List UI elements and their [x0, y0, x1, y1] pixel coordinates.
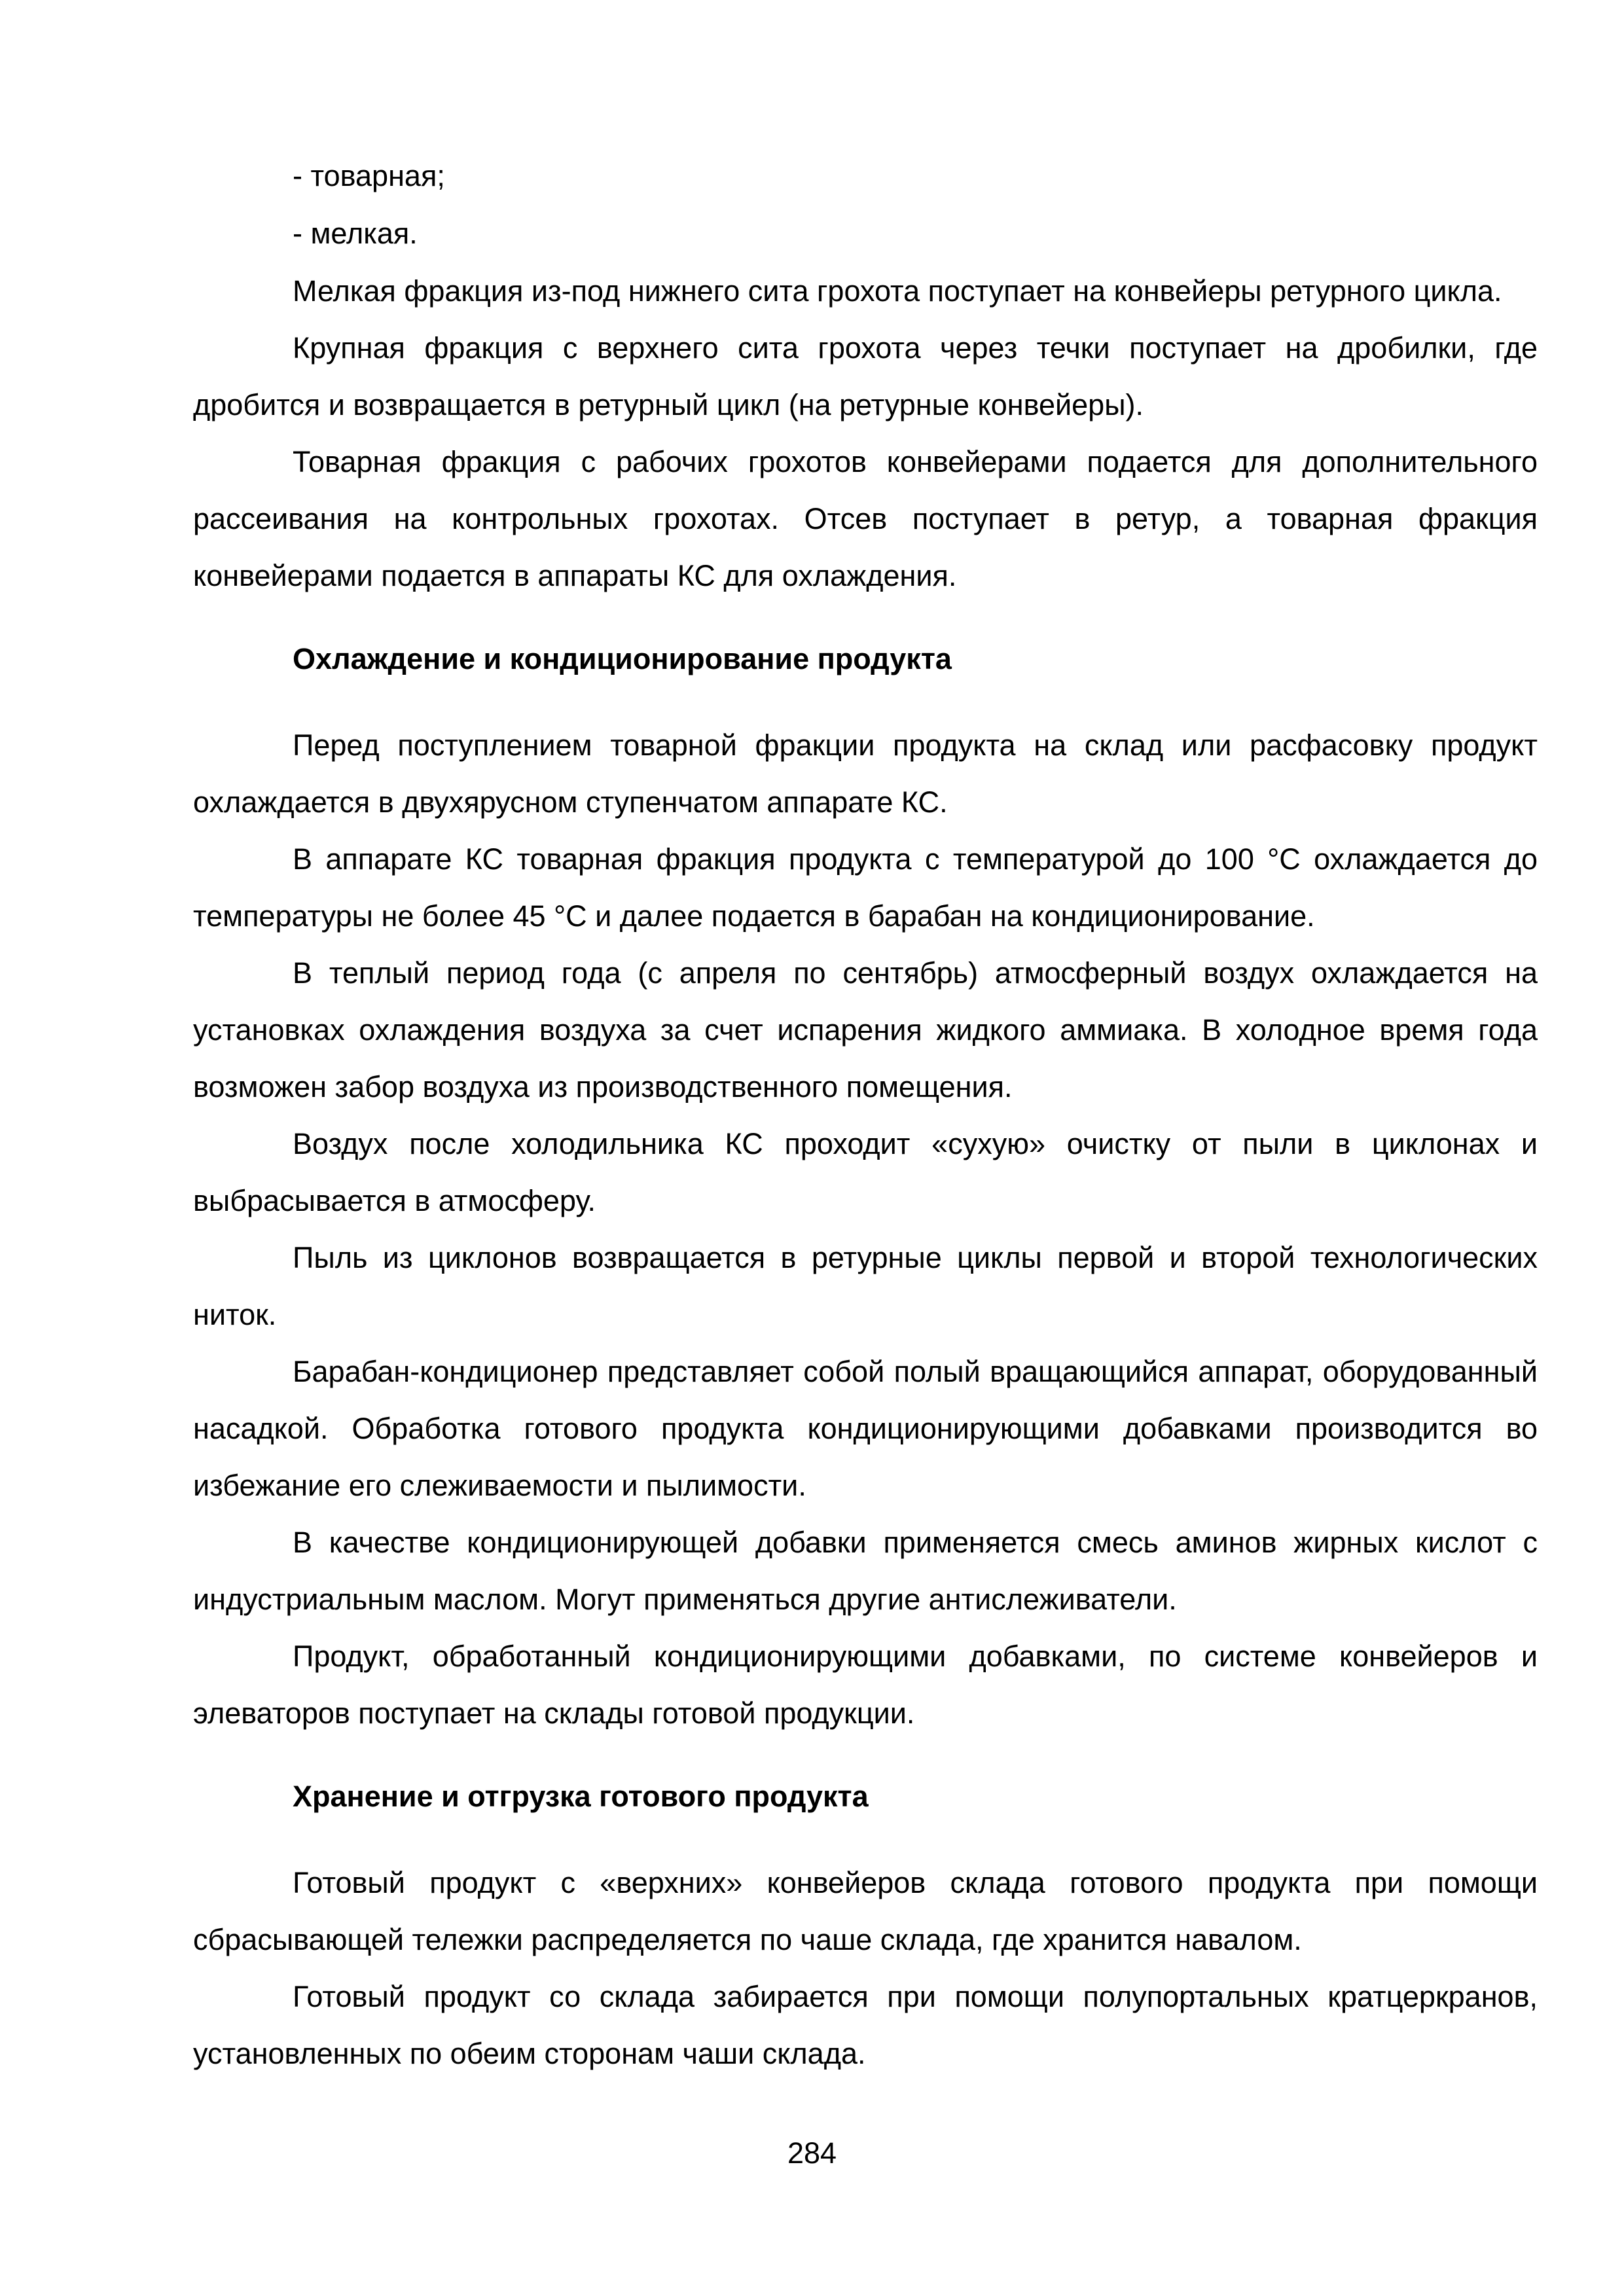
paragraph: Продукт, обработанный кондиционирующими добавками, по системе конвейеров и элеваторов поступает на склады готовой продукции. [193, 1640, 1538, 1730]
paragraph: Готовый продукт с «верхних» конвейеров склада готового продукта при помощи сбрасывающей тележки распределяется по чаше склада, где хранится навалом. [193, 1866, 1538, 1956]
paragraph: Барабан-кондиционер представляет собой полый вращающийся аппарат, оборудованный насадкой. Обработка готового продукта кондиционирующими добавками производится во избежание его слеживаемости и пылимости. [193, 1355, 1538, 1502]
paragraph: Крупная фракция с верхнего сита грохота через течки поступает на дробилки, где дробится и возвращается в ретурный цикл (на ретурные конвейеры). [193, 331, 1538, 422]
section-heading: Хранение и отгрузка готового продукта [293, 1780, 869, 1813]
page-number: 284 [787, 2136, 837, 2170]
paragraph: В качестве кондиционирующей добавки применяется смесь аминов жирных кислот с индустриальным маслом. Могут применяться другие антислеживатели. [193, 1526, 1538, 1616]
paragraph: Мелкая фракция из-под нижнего сита грохота поступает на конвейеры ретурного цикла. [293, 274, 1502, 308]
section-heading: Охлаждение и кондиционирование продукта [293, 642, 952, 675]
document-page [193, 147, 1538, 2082]
paragraph: Воздух после холодильника КС проходит «сухую» очистку от пыли в циклонах и выбрасывается в атмосферу. [193, 1127, 1538, 1217]
paragraph: Товарная фракция с рабочих грохотов конвейерами подается для дополнительного рассеивания на контрольных грохотах. Отсев поступает в ретур, а товарная фракция конвейерами подается в аппараты КС для охлаждения. [193, 445, 1538, 592]
paragraph: В теплый период года (с апреля по сентябрь) атмосферный воздух охлаждается на установках охлаждения воздуха за счет испарения жидкого аммиака. В холодное время года возможен забор воздуха из производственного помещения. [193, 956, 1538, 1103]
list-item: - товарная; [293, 159, 445, 192]
paragraph: Перед поступлением товарной фракции продукта на склад или расфасовку продукт охлаждается в двухярусном ступенчатом аппарате КС. [193, 728, 1538, 819]
paragraph: В аппарате КС товарная фракция продукта с температурой до 100 °С охлаждается до температуры не более 45 °С и далее подается в барабан на кондиционирование. [193, 842, 1538, 933]
paragraph: Готовый продукт со склада забирается при помощи полупортальных кратцеркранов, установленных по обеим сторонам чаши склада. [193, 1980, 1538, 2070]
paragraph: Пыль из циклонов возвращается в ретурные циклы первой и второй технологических ниток. [193, 1241, 1538, 1331]
list-item: - мелкая. [293, 217, 418, 250]
